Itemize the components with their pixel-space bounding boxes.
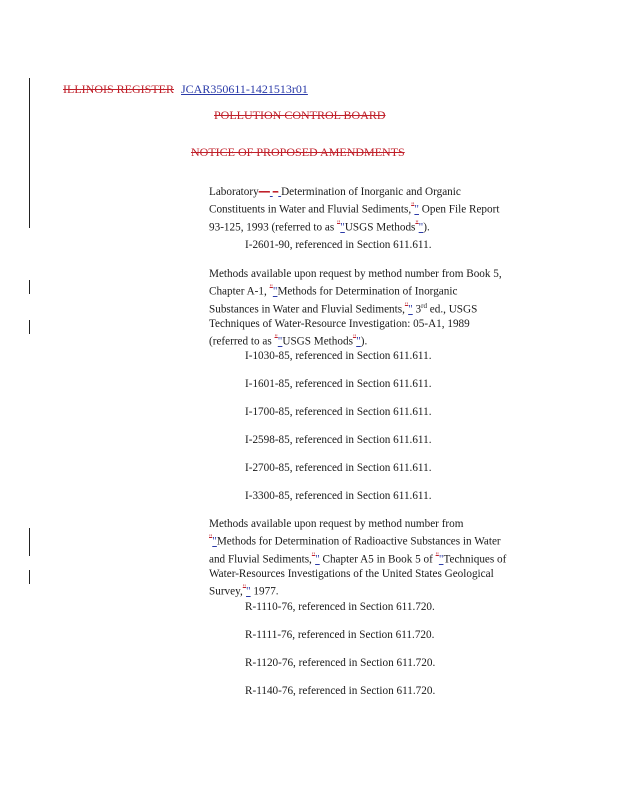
method-reference: I-2601-90, referenced in Section 611.611.: [245, 239, 432, 251]
method-reference: I-1700-85, referenced in Section 611.611.: [245, 406, 432, 418]
method-reference: R-1111-76, referenced in Section 611.720.: [245, 629, 435, 641]
method-reference: I-3300-85, referenced in Section 611.611.: [245, 490, 432, 502]
method-reference: I-1030-85, referenced in Section 611.611.: [245, 350, 432, 362]
method-reference: R-1140-76, referenced in Section 611.720.: [245, 685, 436, 697]
change-bar: [29, 78, 30, 228]
change-bar: [29, 570, 30, 584]
method-reference: I-1601-85, referenced in Section 611.611.: [245, 378, 432, 390]
change-bar: [29, 280, 30, 294]
board-title: POLLUTION CONTROL BOARD: [214, 108, 386, 122]
document-id: JCAR350611-1421513r01: [181, 82, 308, 96]
method-reference: I-2700-85, referenced in Section 611.611.: [245, 462, 432, 474]
register-label: ILLINOIS REGISTER: [63, 82, 174, 96]
notice-title: NOTICE OF PROPOSED AMENDMENTS: [191, 145, 405, 159]
radioactive-methods-paragraph: Methods available upon request by method number from ""Methods for Determination of Radioactive Substances in Water and Fluvial Sediments,"" Chapter A5 in Book 5 of ""Techniques of Water-Resources Investigations of the United States Geological Survey,"" 1977.: [209, 518, 507, 598]
change-bar: [29, 320, 30, 334]
register-header: [63, 82, 308, 97]
method-reference: R-1110-76, referenced in Section 611.720.: [245, 601, 435, 613]
book5-methods-paragraph: Methods available upon request by method number from Book 5, Chapter A-1, ""Methods for Determination of Inorganic Substances in Water and Fluvial Sediments,"" 3rd ed., USGS Techniques of Water-Resource Investigation: 05-A1, 1989 (referred to as ""USGS Methods"").: [209, 268, 502, 348]
change-bar: [29, 528, 30, 556]
usgs-laboratory-paragraph: Laboratory— – Determination of Inorganic and Organic Constituents in Water and Fluvial Sediments,"" Open File Report 93-125, 1993 (referred to as ""USGS Methods"").: [209, 186, 500, 234]
method-reference: R-1120-76, referenced in Section 611.720.: [245, 657, 436, 669]
method-reference: I-2598-85, referenced in Section 611.611.: [245, 434, 432, 446]
